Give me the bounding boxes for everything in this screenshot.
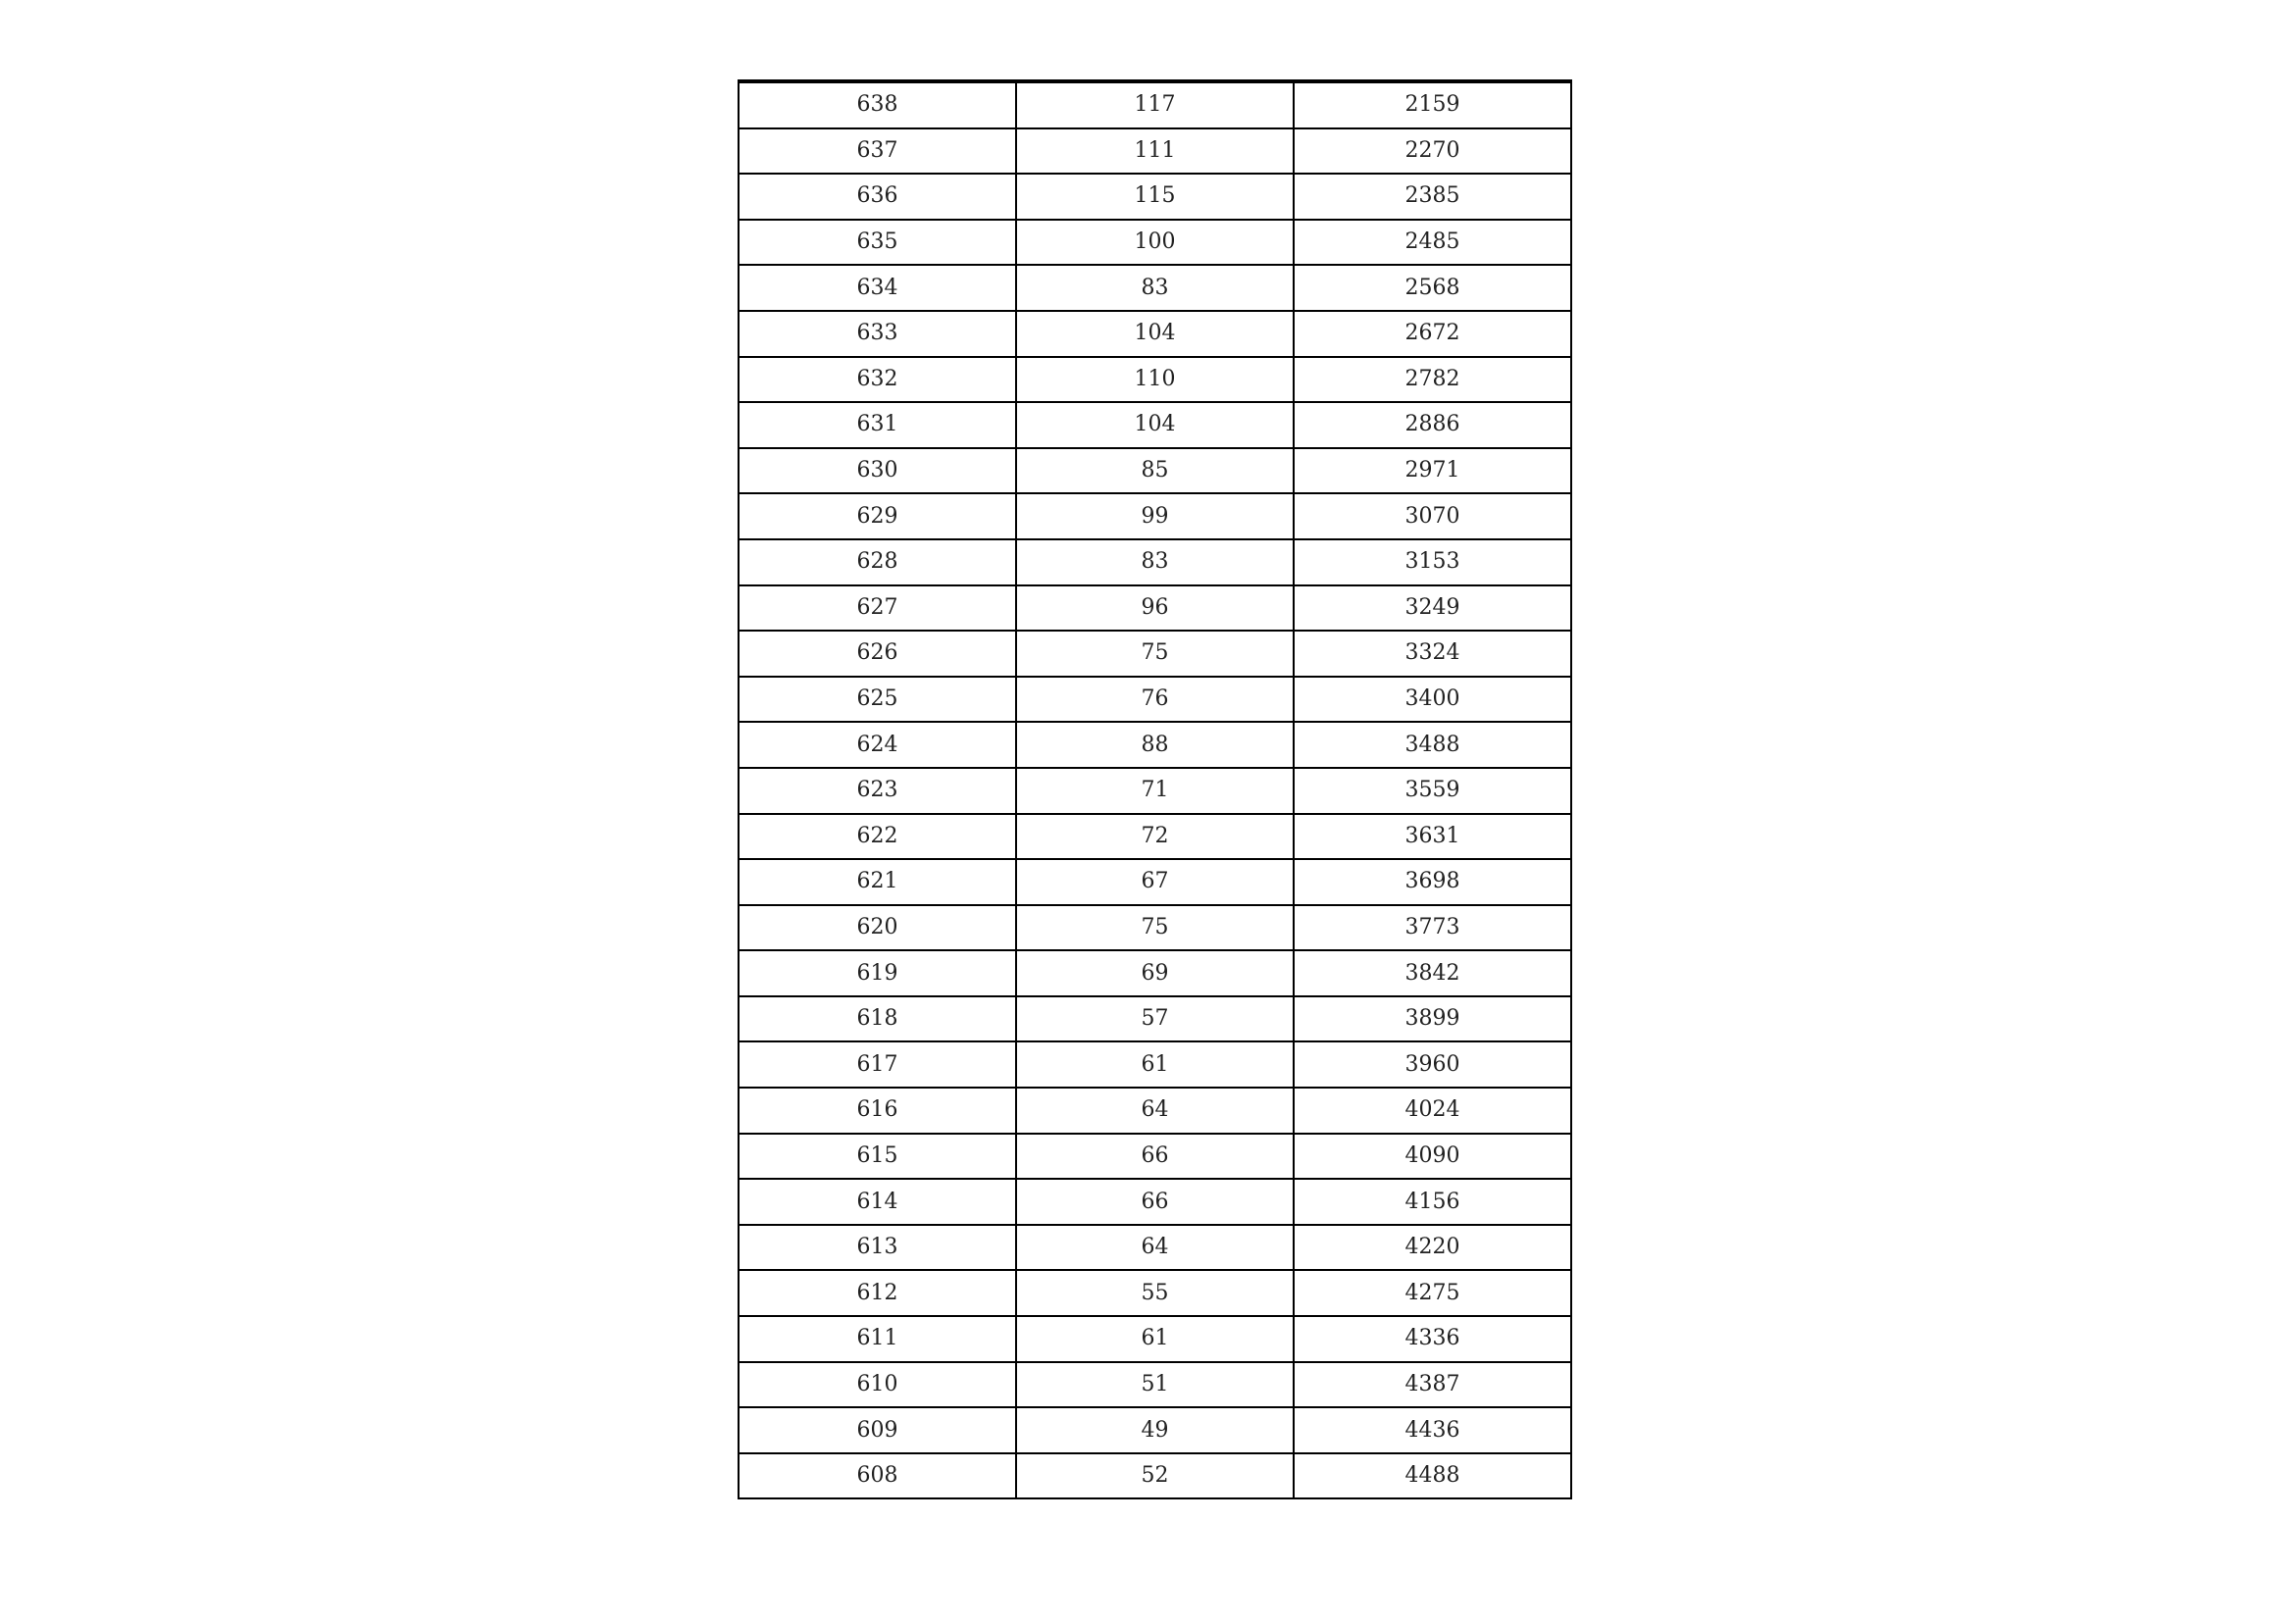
table-row [739, 311, 1571, 357]
count-cell: 110 [1016, 357, 1294, 403]
table-body [739, 81, 1571, 1498]
score-cell: 618 [739, 996, 1016, 1042]
table-row [739, 950, 1571, 996]
score-cell: 637 [739, 128, 1016, 175]
table-row [739, 402, 1571, 448]
cumulative-cell: 3899 [1294, 996, 1571, 1042]
cumulative-cell: 4090 [1294, 1134, 1571, 1180]
cumulative-cell: 2782 [1294, 357, 1571, 403]
table-row [739, 859, 1571, 905]
table-row [739, 1407, 1571, 1453]
count-cell: 104 [1016, 311, 1294, 357]
table-row [739, 585, 1571, 632]
table-row [739, 1088, 1571, 1134]
score-cell: 629 [739, 493, 1016, 539]
table-row [739, 81, 1571, 128]
cumulative-cell: 4488 [1294, 1453, 1571, 1499]
score-table [738, 79, 1572, 1499]
table-row [739, 448, 1571, 494]
table-row [739, 174, 1571, 220]
cumulative-cell: 3631 [1294, 814, 1571, 860]
cumulative-cell: 2159 [1294, 81, 1571, 128]
score-cell: 619 [739, 950, 1016, 996]
table-row [739, 128, 1571, 175]
score-cell: 609 [739, 1407, 1016, 1453]
cumulative-cell: 3842 [1294, 950, 1571, 996]
cumulative-cell: 3960 [1294, 1041, 1571, 1088]
score-cell: 630 [739, 448, 1016, 494]
cumulative-cell: 3773 [1294, 905, 1571, 951]
cumulative-cell: 2971 [1294, 448, 1571, 494]
count-cell: 52 [1016, 1453, 1294, 1499]
count-cell: 66 [1016, 1179, 1294, 1225]
score-cell: 617 [739, 1041, 1016, 1088]
cumulative-cell: 4436 [1294, 1407, 1571, 1453]
score-cell: 626 [739, 631, 1016, 677]
cumulative-cell: 3698 [1294, 859, 1571, 905]
cumulative-cell: 4220 [1294, 1225, 1571, 1271]
score-cell: 612 [739, 1270, 1016, 1316]
table-row [739, 1179, 1571, 1225]
table-row [739, 357, 1571, 403]
count-cell: 83 [1016, 539, 1294, 585]
table-row [739, 1453, 1571, 1499]
score-cell: 611 [739, 1316, 1016, 1362]
count-cell: 96 [1016, 585, 1294, 632]
table-row [739, 631, 1571, 677]
cumulative-cell: 3559 [1294, 768, 1571, 814]
cumulative-cell: 3153 [1294, 539, 1571, 585]
table-row [739, 677, 1571, 723]
count-cell: 83 [1016, 265, 1294, 311]
count-cell: 115 [1016, 174, 1294, 220]
score-cell: 616 [739, 1088, 1016, 1134]
count-cell: 104 [1016, 402, 1294, 448]
table-row [739, 1316, 1571, 1362]
score-cell: 613 [739, 1225, 1016, 1271]
score-cell: 628 [739, 539, 1016, 585]
score-cell: 620 [739, 905, 1016, 951]
cumulative-cell: 2270 [1294, 128, 1571, 175]
count-cell: 76 [1016, 677, 1294, 723]
count-cell: 49 [1016, 1407, 1294, 1453]
cumulative-cell: 2385 [1294, 174, 1571, 220]
table-row [739, 1225, 1571, 1271]
table-row [739, 768, 1571, 814]
count-cell: 85 [1016, 448, 1294, 494]
cumulative-cell: 3488 [1294, 722, 1571, 768]
cumulative-cell: 3400 [1294, 677, 1571, 723]
cumulative-cell: 2886 [1294, 402, 1571, 448]
count-cell: 69 [1016, 950, 1294, 996]
score-cell: 633 [739, 311, 1016, 357]
count-cell: 64 [1016, 1088, 1294, 1134]
score-cell: 625 [739, 677, 1016, 723]
count-cell: 99 [1016, 493, 1294, 539]
table-row [739, 1134, 1571, 1180]
table-row [739, 905, 1571, 951]
cumulative-cell: 2485 [1294, 220, 1571, 266]
table-row [739, 539, 1571, 585]
count-cell: 55 [1016, 1270, 1294, 1316]
count-cell: 66 [1016, 1134, 1294, 1180]
count-cell: 75 [1016, 905, 1294, 951]
score-cell: 631 [739, 402, 1016, 448]
count-cell: 57 [1016, 996, 1294, 1042]
score-cell: 621 [739, 859, 1016, 905]
count-cell: 67 [1016, 859, 1294, 905]
count-cell: 61 [1016, 1316, 1294, 1362]
table-row [739, 265, 1571, 311]
count-cell: 72 [1016, 814, 1294, 860]
table-row [739, 996, 1571, 1042]
score-cell: 635 [739, 220, 1016, 266]
cumulative-cell: 2672 [1294, 311, 1571, 357]
cumulative-cell: 2568 [1294, 265, 1571, 311]
score-cell: 608 [739, 1453, 1016, 1499]
table-row [739, 1362, 1571, 1408]
cumulative-cell: 4275 [1294, 1270, 1571, 1316]
score-cell: 627 [739, 585, 1016, 632]
table-row [739, 722, 1571, 768]
cumulative-cell: 4336 [1294, 1316, 1571, 1362]
score-cell: 623 [739, 768, 1016, 814]
count-cell: 64 [1016, 1225, 1294, 1271]
cumulative-cell: 3324 [1294, 631, 1571, 677]
count-cell: 75 [1016, 631, 1294, 677]
score-cell: 614 [739, 1179, 1016, 1225]
count-cell: 71 [1016, 768, 1294, 814]
score-cell: 634 [739, 265, 1016, 311]
count-cell: 117 [1016, 81, 1294, 128]
cumulative-cell: 4024 [1294, 1088, 1571, 1134]
score-cell: 638 [739, 81, 1016, 128]
score-cell: 615 [739, 1134, 1016, 1180]
table-row [739, 1041, 1571, 1088]
count-cell: 51 [1016, 1362, 1294, 1408]
score-cell: 636 [739, 174, 1016, 220]
table-row [739, 493, 1571, 539]
count-cell: 100 [1016, 220, 1294, 266]
count-cell: 111 [1016, 128, 1294, 175]
score-cell: 622 [739, 814, 1016, 860]
cumulative-cell: 3070 [1294, 493, 1571, 539]
score-cell: 632 [739, 357, 1016, 403]
table-row [739, 1270, 1571, 1316]
table-row [739, 220, 1571, 266]
score-cell: 624 [739, 722, 1016, 768]
cumulative-cell: 4387 [1294, 1362, 1571, 1408]
cumulative-cell: 4156 [1294, 1179, 1571, 1225]
count-cell: 61 [1016, 1041, 1294, 1088]
count-cell: 88 [1016, 722, 1294, 768]
cumulative-cell: 3249 [1294, 585, 1571, 632]
score-cell: 610 [739, 1362, 1016, 1408]
table-row [739, 814, 1571, 860]
